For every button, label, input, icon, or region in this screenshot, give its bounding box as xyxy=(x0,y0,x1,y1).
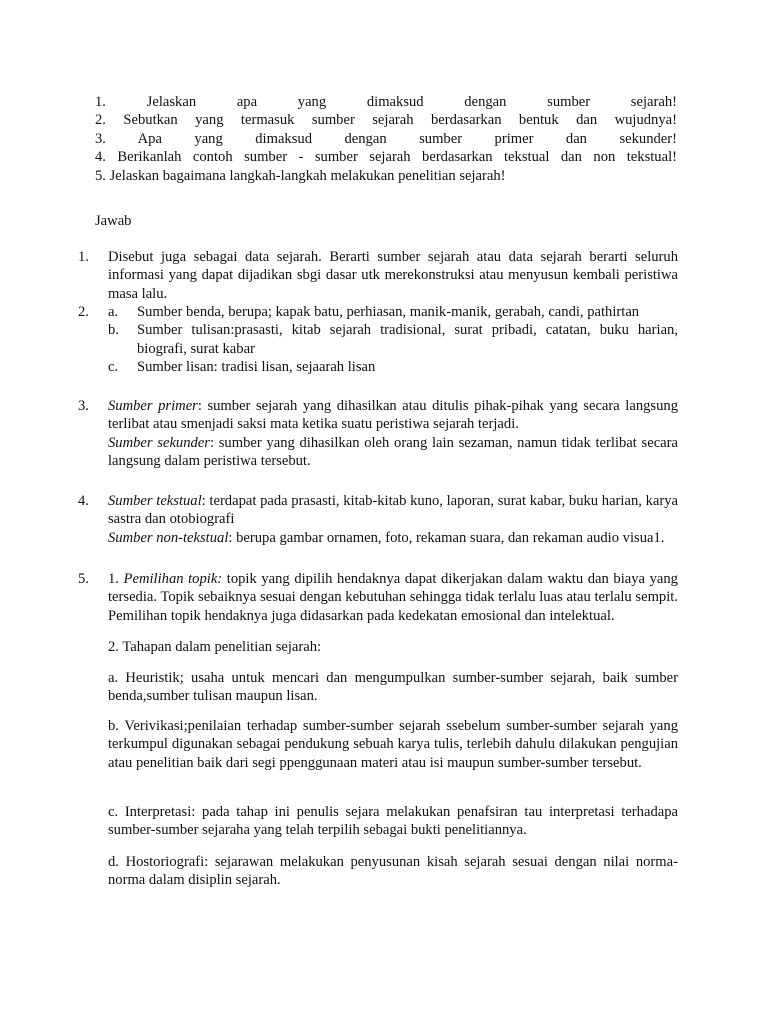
question-text: Jelaskan bagaimana langkah-langkah melakukan penelitian sejarah! xyxy=(109,167,506,184)
question-number: 2. xyxy=(95,112,106,129)
question-text: Jelaskan apa yang dimaksud dengan sumber sejarah! xyxy=(146,94,677,110)
question-number: 5. xyxy=(95,167,106,184)
question-5 xyxy=(95,167,677,185)
step-heuristik: a. Heuristik; usaha untuk mencari dan mengumpulkan sumber-sumber sejarah, baik sumber benda,sumber tulisan maupun lisan. xyxy=(108,670,678,705)
list-item-text: Sumber tulisan:prasasti, kitab sejarah tradisional, surat pribadi, catatan, buku harian, biografi, surat kabar xyxy=(137,322,678,357)
step-historiografi: d. Hostoriografi: sejarawan melakukan penyusunan kisah sejarah sesuai dengan nilai norma-norma dalam disiplin sejarah. xyxy=(108,854,678,889)
term-non-textual: Sumber non-tekstual xyxy=(108,529,229,546)
question-4 xyxy=(95,148,677,166)
step-verifikasi: b. Verivikasi;penilaian terhadap sumber-sumber sejarah ssebelum sumber-sumber sejarah yang terkumpul digunakan sebagai pendukung sebuah karya tulis, terlebih dahulu dilakukan pengujian atau penelitian baik dari segi ppenggunaan materi atau isi maupun sumber-sumber tersebut. xyxy=(108,718,678,771)
sub-number: 1. xyxy=(108,571,124,587)
answer-text xyxy=(108,492,678,547)
term-primary: Sumber primer xyxy=(108,398,198,414)
answer-number: 2. xyxy=(78,304,89,320)
question-number: 1. xyxy=(95,94,106,110)
question-number: 4. xyxy=(95,149,106,166)
list-item-letter: a. xyxy=(108,304,119,320)
question-3 xyxy=(95,130,677,148)
question-number: 3. xyxy=(95,130,106,147)
question-list xyxy=(95,93,677,185)
question-text: Sebutkan yang termasuk sumber sejarah berdasarkan bentuk dan wujudnya! xyxy=(123,112,677,129)
step-interpretasi: c. Interpretasi: pada tahap ini penulis sejara melakukan penafsiran tau interpretasi terhadapa sumber-sumber sejaraha yang telah terpilih sebagai bukti penelitiannya. xyxy=(108,804,678,839)
definition-text: : sumber sejarah yang dihasilkan atau ditulis pihak-pihak yang secara langsung terlibat atau smenjadi saksi mata ketika suatu peristiwa sejarah terjadi. xyxy=(108,398,678,433)
question-1 xyxy=(95,93,677,111)
answer-number: 4. xyxy=(78,493,89,509)
research-stages-heading: 2. Tahapan dalam penelitian sejarah: xyxy=(108,639,322,655)
definition-text: : berupa gambar ornamen, foto, rekaman suara, dan rekaman audio visua1. xyxy=(228,529,665,546)
answer-number: 1. xyxy=(78,249,89,265)
answer-text xyxy=(108,397,678,471)
term-textual: Sumber tekstual xyxy=(108,493,202,509)
list-item-letter: c. xyxy=(108,359,119,376)
definition-text: : sumber yang dihasilkan oleh orang lain sezaman, namun tidak terlibat secara langsung dalam peristiwa tersebut. xyxy=(108,434,678,470)
paragraph-text: topik yang dipilih hendaknya dapat dikerjakan dalam waktu dan biaya yang tersedia. Topik sebaiknya sesuai dengan kebutuhan sehingga tidak terlalu luas atau terlalu sempit. Pemilihan topik hendaknya juga didasarkan pada kedekatan emosional dan intelektual. xyxy=(108,571,678,624)
term-topic-selection: Pemilihan topik: xyxy=(123,571,223,587)
list-item-text: Sumber lisan: tradisi lisan, sejaarah lisan xyxy=(137,359,376,376)
question-text: Berikanlah contoh sumber - sumber sejarah berdasarkan tekstual dan non tekstual! xyxy=(117,149,677,166)
answer-text: Disebut juga sebagai data sejarah. Berarti sumber sejarah atau data sejarah berarti seluruh informasi yang dapat dijadikan sbgi dasar utk merekonstruksi atau menyusun kembali peristiwa masa lalu. xyxy=(108,249,678,302)
topic-selection-paragraph xyxy=(108,570,678,625)
jawab-heading: Jawab xyxy=(95,213,132,229)
question-2 xyxy=(95,111,677,129)
list-item-text: Sumber benda, berupa; kapak batu, perhiasan, manik-manik, gerabah, candi, pathirtan xyxy=(137,304,640,320)
question-text: Apa yang dimaksud dengan sumber primer dan sekunder! xyxy=(137,130,677,147)
definition-text: : terdapat pada prasasti, kitab-kitab kuno, laporan, surat kabar, buku harian, karya sastra dan otobiografi xyxy=(108,493,678,528)
list-item-letter: b. xyxy=(108,322,119,339)
answer-number: 3. xyxy=(78,398,89,414)
answer-number: 5. xyxy=(78,571,89,587)
term-secondary: Sumber sekunder xyxy=(108,434,210,451)
